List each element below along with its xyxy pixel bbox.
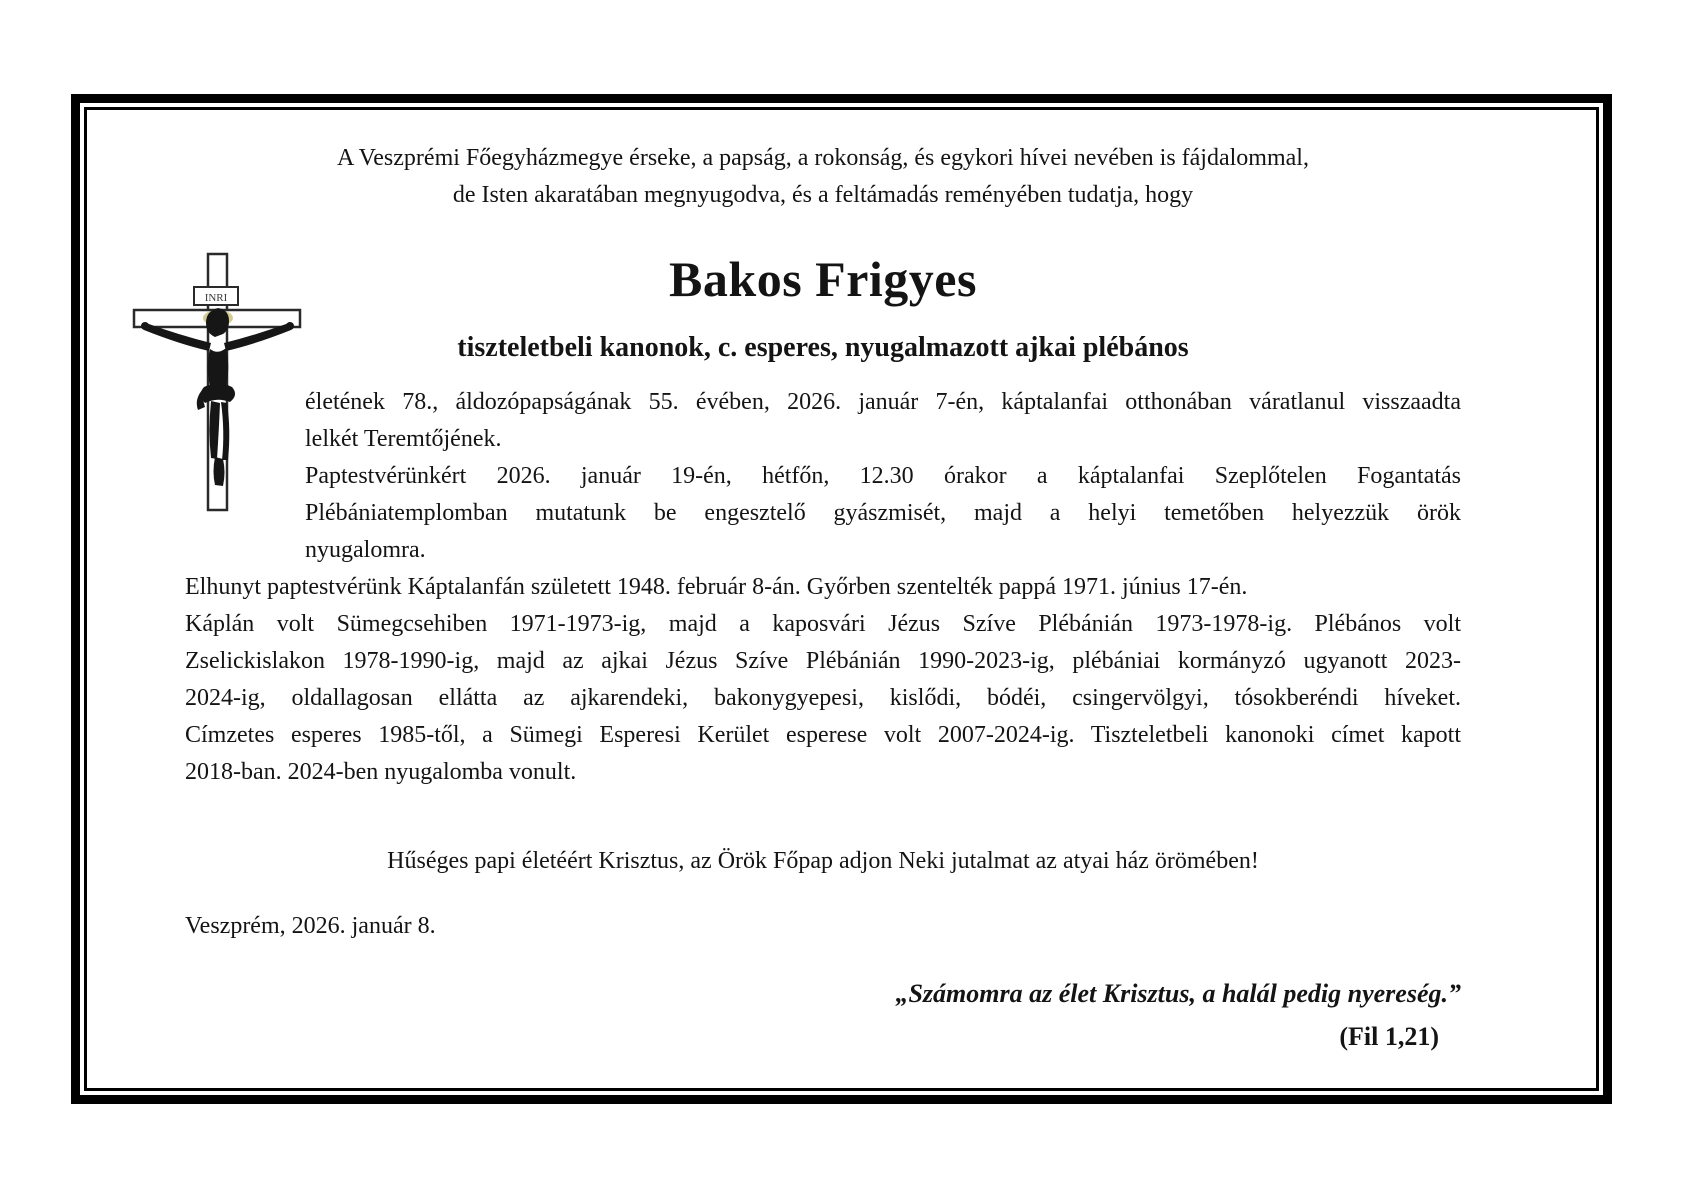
text-line: Zselickislakon 1978-1990-ig, majd az ajkai Jézus Szíve Plébánián 1990-2023-ig, plébániai kormányzó ugyanott 2023-	[185, 648, 1461, 674]
obituary-card-border	[71, 94, 1612, 1104]
paragraph-death-announcement	[305, 384, 1461, 458]
scripture-reference: (Fil 1,21)	[1339, 1022, 1439, 1051]
crucifix-icon	[131, 250, 303, 514]
paragraph-career-history	[185, 606, 1461, 791]
corpus-figure	[141, 308, 294, 486]
text-line: Káplán volt Sümegcsehiben 1971-1973-ig, majd a kaposvári Jézus Szíve Plébánián 1973-1978-ig. Plébános volt	[185, 611, 1461, 637]
closing-blessing: Hűséges papi életéért Krisztus, az Örök Főpap adjon Neki jutalmat az atyai ház örömében!	[387, 848, 1259, 874]
paragraph-birth-ordination	[185, 569, 1461, 606]
deceased-titles: tiszteletbeli kanonok, c. esperes, nyugalmazott ajkai plébános	[457, 332, 1189, 363]
text-line: Címzetes esperes 1985-től, a Sümegi Esperesi Kerület esperese volt 2007-2024-ig. Tiszteletbeli kanonoki címet kapott	[185, 722, 1461, 748]
intro-line-2: de Isten akaratában megnyugodva, és a feltámadás reményében tudatja, hogy	[452, 182, 1194, 208]
text-line: életének 78., áldozópapságának 55. évében, 2026. január 7-én, káptalanfai otthonában váratlanul visszaadta	[305, 389, 1461, 415]
intro-line-1: A Veszprémi Főegyházmegye érseke, a papság, a rokonság, és egykori hívei nevében is fájdalommal,	[337, 145, 1309, 171]
paragraph-funeral-details	[305, 458, 1461, 569]
obituary-content	[87, 110, 1596, 1088]
text-line: Paptestvérünkért 2026. január 19-én, hétfőn, 12.30 órakor a káptalanfai Szeplőtelen Fogantatás	[305, 463, 1461, 489]
announcement-intro	[185, 140, 1461, 214]
scripture-quote: „Számomra az élet Krisztus, a halál pedig nyereség.”	[895, 979, 1461, 1008]
inri-plaque-text: INRI	[204, 292, 228, 304]
dateline: Veszprém, 2026. január 8.	[185, 913, 436, 939]
text-line: Elhunyt paptestvérünk Káptalanfán született 1948. február 8-án. Győrben szentelték pappá 1971. június 17-én.	[185, 574, 1248, 600]
text-line: Plébániatemplomban mutatunk be engesztelő gyászmisét, majd a helyi temetőben helyezzük örök	[305, 500, 1461, 526]
text-line: 2018-ban. 2024-ben nyugalomba vonult.	[185, 759, 577, 785]
text-line: lelkét Teremtőjének.	[305, 426, 502, 452]
right-hand	[286, 322, 294, 330]
feet	[214, 457, 225, 486]
text-line: nyugalomra.	[305, 537, 426, 563]
left-hand	[141, 322, 149, 330]
obituary-card-inner-border	[84, 107, 1599, 1091]
crucifix-image	[131, 250, 303, 514]
deceased-name: Bakos Frigyes	[669, 251, 977, 307]
text-line: 2024-ig, oldallagosan ellátta az ajkarendeki, bakonygyepesi, kislődi, bódéi, csingervölgyi, tósokberéndi híveket.	[185, 685, 1461, 711]
